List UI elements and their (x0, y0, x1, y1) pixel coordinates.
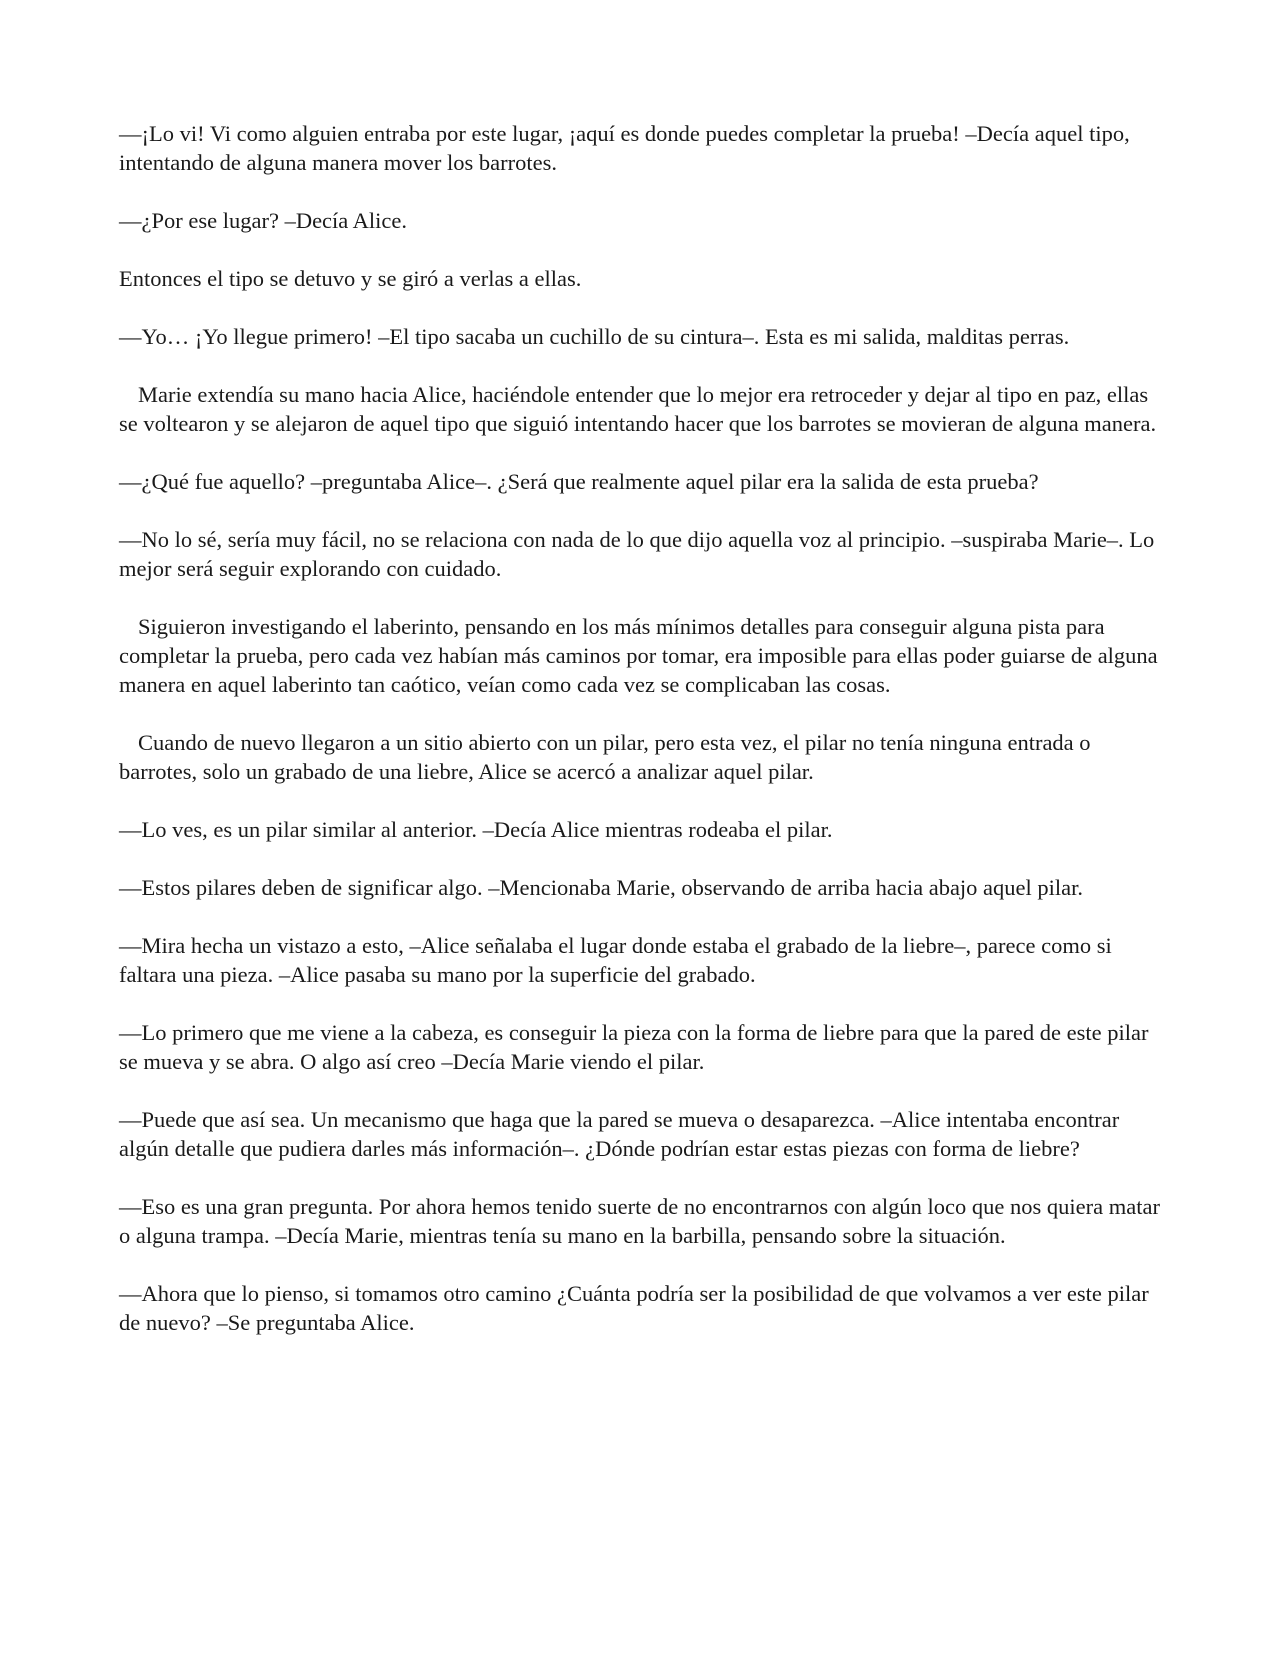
paragraph-11: —Estos pilares deben de significar algo. –Mencionaba Marie, observando de arriba hacia abajo aquel pilar. (119, 875, 1084, 900)
paragraph-12: —Mira hecha un vistazo a esto, –Alice señalaba el lugar donde estaba el grabado de la liebre–, parece como si faltara una pieza. –Alice pasaba su mano por la superficie del grabado. (119, 933, 1112, 987)
paragraph-9: Cuando de nuevo llegaron a un sitio abierto con un pilar, pero esta vez, el pilar no tenía ninguna entrada o barrotes, solo un grabado de una liebre, Alice se acercó a analizar aquel pilar. (119, 730, 1091, 784)
paragraph-4: —Yo… ¡Yo llegue primero! –El tipo sacaba un cuchillo de su cintura–. Esta es mi salida, malditas perras. (119, 324, 1070, 349)
paragraph-5: Marie extendía su mano hacia Alice, haciéndole entender que lo mejor era retroceder y dejar al tipo en paz, ellas se voltearon y se alejaron de aquel tipo que siguió intentando hacer que los barrotes se movieran de alguna manera. (119, 382, 1157, 436)
paragraph-7: —No lo sé, sería muy fácil, no se relaciona con nada de lo que dijo aquella voz al principio. –suspiraba Marie–. Lo mejor será seguir explorando con cuidado. (119, 527, 1155, 581)
paragraph-16: —Ahora que lo pienso, si tomamos otro camino ¿Cuánta podría ser la posibilidad de que volvamos a ver este pilar de nuevo? –Se preguntaba Alice. (119, 1281, 1149, 1335)
paragraph-3: Entonces el tipo se detuvo y se giró a verlas a ellas. (119, 266, 582, 291)
paragraph-14: —Puede que así sea. Un mecanismo que haga que la pared se mueva o desaparezca. –Alice intentaba encontrar algún detalle que pudiera darles más información–. ¿Dónde podrían estar estas piezas con forma de liebre? (119, 1107, 1120, 1161)
paragraph-8: Siguieron investigando el laberinto, pensando en los más mínimos detalles para conseguir alguna pista para completar la prueba, pero cada vez habían más caminos por tomar, era imposible para ellas poder guiarse de alguna manera en aquel laberinto tan caótico, veían como cada vez se complicaban las cosas. (119, 614, 1158, 697)
paragraph-2: —¿Por ese lugar? –Decía Alice. (119, 208, 408, 233)
paragraph-6: —¿Qué fue aquello? –preguntaba Alice–. ¿Será que realmente aquel pilar era la salida de esta prueba? (119, 469, 1039, 494)
paragraph-15: —Eso es una gran pregunta. Por ahora hemos tenido suerte de no encontrarnos con algún loco que nos quiera matar o alguna trampa. –Decía Marie, mientras tenía su mano en la barbilla, pensando sobre la situación. (119, 1194, 1160, 1248)
document-page (119, 119, 1169, 1366)
paragraph-1: —¡Lo vi! Vi como alguien entraba por este lugar, ¡aquí es donde puedes completar la prueba! –Decía aquel tipo, intentando de alguna manera mover los barrotes. (119, 121, 1130, 175)
paragraph-10: —Lo ves, es un pilar similar al anterior. –Decía Alice mientras rodeaba el pilar. (119, 817, 833, 842)
paragraph-13: —Lo primero que me viene a la cabeza, es conseguir la pieza con la forma de liebre para que la pared de este pilar se mueva y se abra. O algo así creo –Decía Marie viendo el pilar. (119, 1020, 1149, 1074)
